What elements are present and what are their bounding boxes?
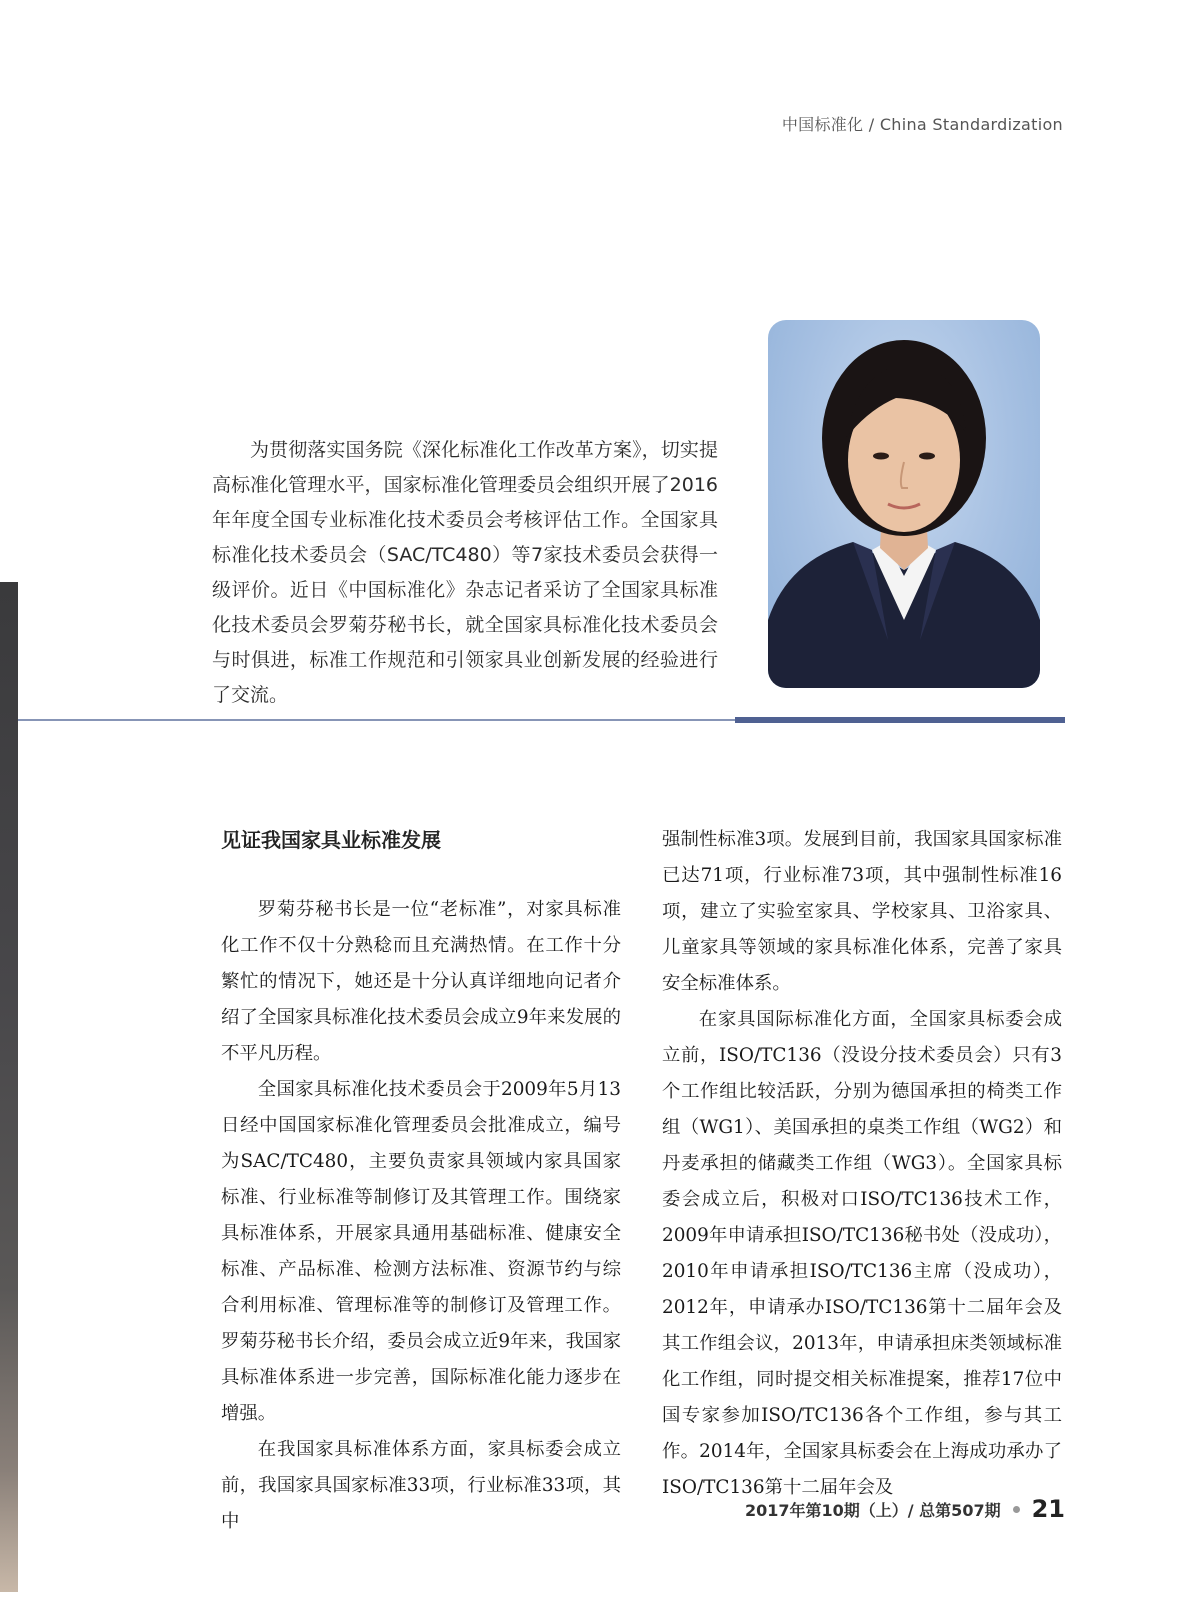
page-footer [745, 1495, 1065, 1523]
running-header: 中国标准化 / China Standardization [781, 115, 1063, 134]
article-paragraph: 在我国家具标准体系方面，家具标委会成立前，我国家具国家标准33项，行业标准33项，其中 [221, 1439, 621, 1532]
portrait-photo [768, 320, 1040, 688]
article-paragraph-continued: 强制性标准3项。发展到目前，我国家具国家标准已达71项，行业标准73项，其中强制性标准16项，建立了实验室家具、学校家具、卫浴家具、儿童家具等领域的家具标准化体系，完善了家具安全标准体系。 [662, 829, 1062, 994]
page-number: 21 [1031, 1495, 1065, 1523]
article-paragraph: 罗菊芬秘书长是一位“老标准”，对家具标准化工作不仅十分熟稔而且充满热情。在工作十分繁忙的情况下，她还是十分认真详细地向记者介绍了全国家具标准化技术委员会成立9年来发展的不平凡历程。 [221, 899, 621, 1064]
issue-info: 2017年第10期（上）/ 总第507期 [744, 1500, 1001, 1520]
article-column-left [221, 822, 621, 1540]
article-column-right [662, 822, 1062, 1506]
article-paragraph: 在家具国际标准化方面，全国家具标委会成立前，ISO/TC136（没设分技术委员会）只有3个工作组比较活跃，分别为德国承担的椅类工作组（WG1）、美国承担的桌类工作组（WG2）和丹麦承担的储藏类工作组（WG3）。全国家具标委会成立后，积极对口ISO/TC136技术工作，2009年申请承担ISO/TC136秘书处（没成功），2010年申请承担ISO/TC136主席（没成功），2012年，申请承办ISO/TC136第十二届年会及其工作组会议，2013年，申请承担床类领域标准化工作组，同时提交相关标准提案，推荐17位中国专家参加ISO/TC136各个工作组，参与其工作。2014年，全国家具标委会在上海成功承办了ISO/TC136第十二届年会及 [662, 1009, 1062, 1498]
left-edge-photo-strip [0, 582, 18, 1592]
intro-paragraph: 为贯彻落实国务院《深化标准化工作改革方案》，切实提高标准化管理水平，国家标准化管理委员会组织开展了2016年年度全国专业标准化技术委员会考核评估工作。全国家具标准化技术委员会（SAC/TC480）等7家技术委员会获得一级评价。近日《中国标准化》杂志记者采访了全国家具标准化技术委员会罗菊芬秘书长，就全国家具标准化技术委员会与时俱进，标准工作规范和引领家具业创新发展的经验进行了交流。 [212, 439, 718, 706]
section-divider-accent [735, 717, 1065, 723]
section-title: 见证我国家具业标准发展 [221, 828, 441, 852]
article-paragraph: 全国家具标准化技术委员会于2009年5月13日经中国国家标准化管理委员会批准成立，编号为SAC/TC480，主要负责家具领域内家具国家标准、行业标准等制修订及其管理工作。围绕家具标准体系，开展家具通用基础标准、健康安全标准、产品标准、检测方法标准、资源节约与综合利用标准、管理标准等的制修订及管理工作。罗菊芬秘书长介绍，委员会成立近9年来，我国家具标准体系进一步完善，国际标准化能力逐步在增强。 [221, 1079, 621, 1424]
separator-dot-icon [1013, 1506, 1020, 1513]
